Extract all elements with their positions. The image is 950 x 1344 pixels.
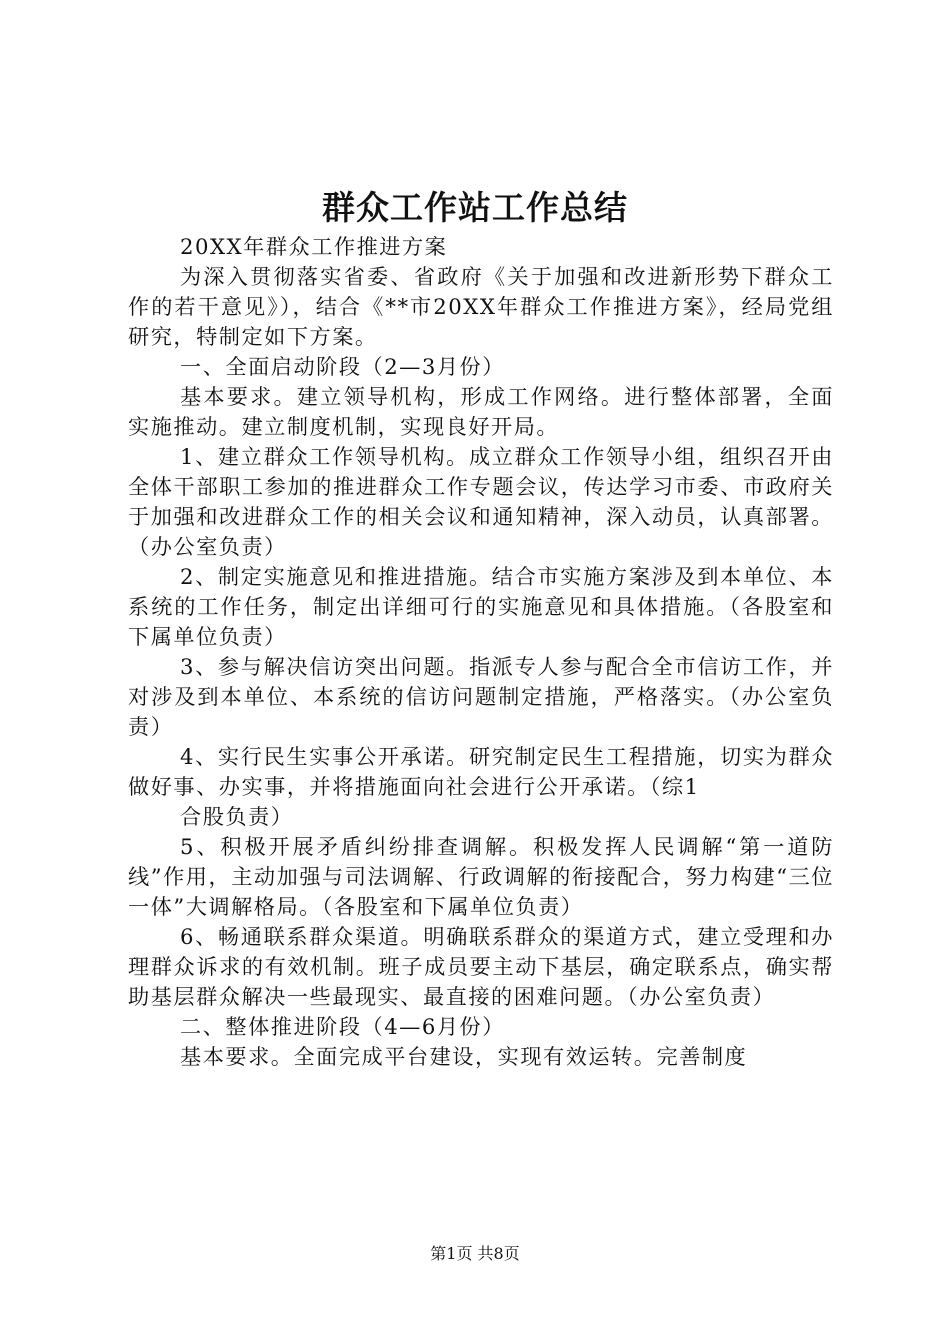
item-3-paragraph: 3、参与解决信访突出问题。指派专人参与配合全市信访工作，并对涉及到本单位、本系统的信访问题制定措施，严格落实。（办公室负责） [128, 654, 834, 739]
item-1-paragraph: 1、建立群众工作领导机构。成立群众工作领导小组，组织召开由全体干部职工参加的推进群众工作专题会议，传达学习市委、市政府关于加强和改进群众工作的相关会议和通知精神，深入动员，认真部署。（办公室负责） [128, 444, 834, 559]
document-body [128, 232, 834, 1072]
item-5-paragraph: 5、积极开展矛盾纠纷排查调解。积极发挥人民调解“第一道防线”作用，主动加强与司法调解、行政调解的衔接配合，努力构建“三位一体”大调解格局。（各股室和下属单位负责） [128, 834, 834, 919]
item-6-paragraph: 6、畅通联系群众渠道。明确联系群众的渠道方式，建立受理和办理群众诉求的有效机制。班子成员要主动下基层，确定联系点，确实帮助基层群众解决一些最现实、最直接的困难问题。（办公室负责） [128, 924, 834, 1009]
page-number-footer: 第1页 共8页 [430, 1244, 520, 1263]
item-4-paragraph: 4、实行民生实事公开承诺。研究制定民生工程措施，切实为群众做好事、办实事，并将措施面向社会进行公开承诺。（综1 [128, 744, 834, 799]
intro-paragraph: 为深入贯彻落实省委、省政府《关于加强和改进新形势下群众工作的若干意见》），结合《**市20XX年群众工作推进方案》，经局党组研究，特制定如下方案。 [128, 264, 834, 349]
stage-two-requirements: 基本要求。全面完成平台建设，实现有效运转。完善制度 [180, 1044, 748, 1069]
stage-one-requirements: 基本要求。建立领导机构，形成工作网络。进行整体部署，全面实施推动。建立制度机制，实现良好开局。 [128, 384, 834, 439]
plan-heading: 20XX年群众工作推进方案 [180, 234, 448, 259]
stage-one-heading: 一、全面启动阶段（2—3月份） [180, 354, 505, 379]
document-title: 群众工作站工作总结 [322, 188, 628, 227]
item-4-continuation: 合股负责） [180, 804, 294, 829]
item-2-paragraph: 2、制定实施意见和推进措施。结合市实施方案涉及到本单位、本系统的工作任务，制定出详细可行的实施意见和具体措施。（各股室和下属单位负责） [128, 564, 834, 649]
stage-two-heading: 二、整体推进阶段（4—6月份） [180, 1014, 505, 1039]
